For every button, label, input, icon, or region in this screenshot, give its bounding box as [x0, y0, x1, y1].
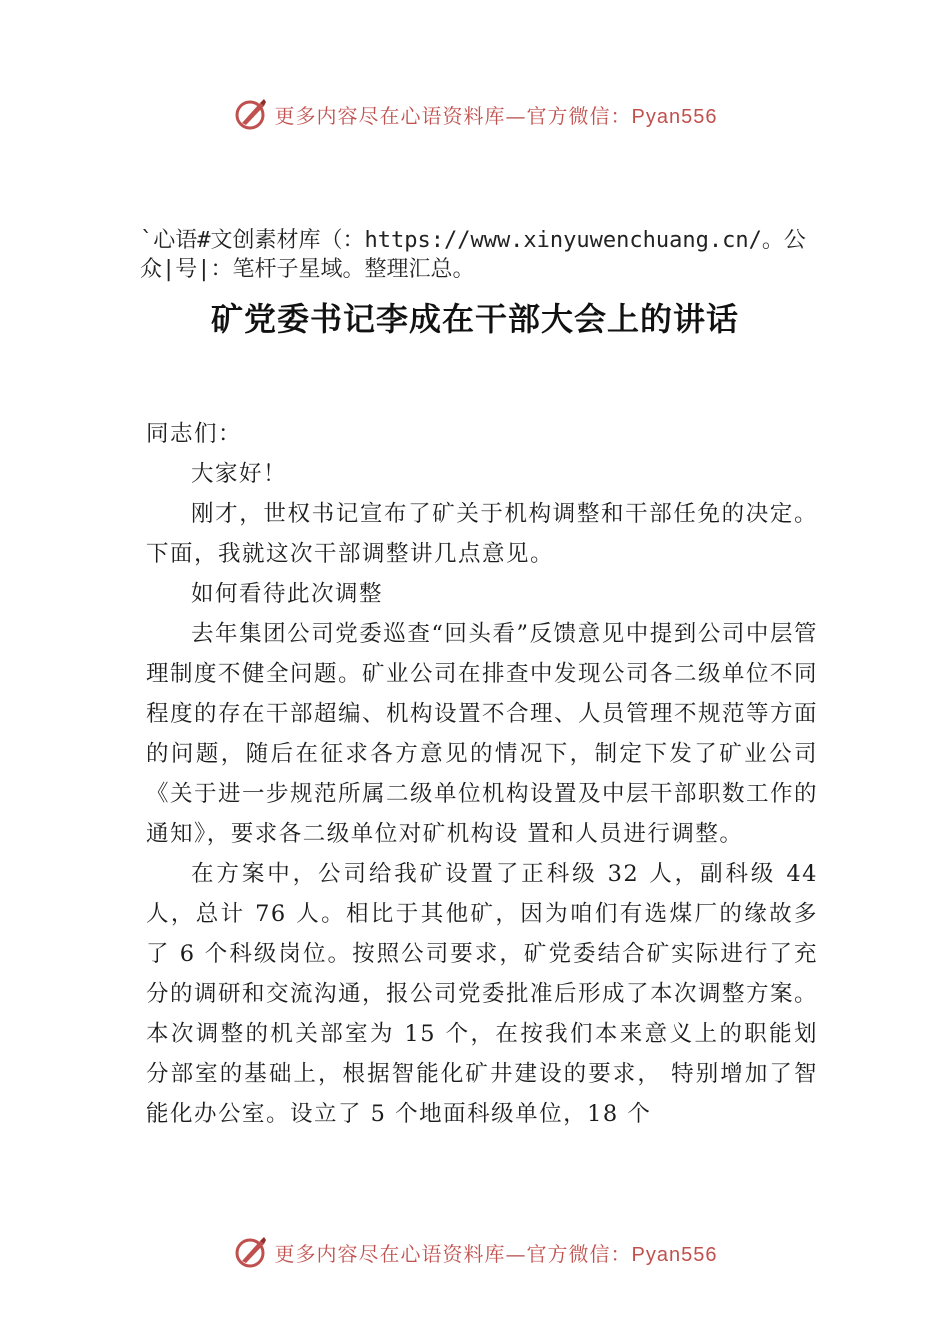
section-heading-1: 如何看待此次调整: [191, 581, 384, 607]
watermark-wechat-label: 官方微信：: [526, 103, 632, 128]
document-title: 矿党委书记李成在干部大会上的讲话: [210, 300, 739, 338]
watermark-separator: —: [505, 103, 527, 128]
greeting: 大家好！: [191, 461, 288, 487]
watermark-slogan: 更多内容尽在心语资料库: [274, 103, 506, 128]
source-note: `心语#文创素材库（：https://www.xinyuwenchuang.cn/。公众|号|：笔杆子星域。整理汇总。: [140, 228, 806, 282]
watermark-text: [275, 100, 718, 129]
watermark-separator: —: [505, 1241, 527, 1266]
watermark-text: [275, 1238, 718, 1267]
paragraph-3: 在方案中，公司给我矿设置了正科级 32 人，副科级 44 人，总计 76 人。相比于其他矿，因为咱们有选煤厂的缘故多了 6 个科级岗位。按照公司要求，矿党委结合矿实际进行了充分的调研和交流沟通，报公司党委批准后形成了本次调整方案。本次调整的机关部室为 15 个，在按我们本来意义上的职能划分部室的基础上，根据智能化矿井建设的要求， 特别增加了智能化办公室。设立了 5 个地面科级单位，18 个: [146, 861, 819, 1127]
watermark-wechat-id: Pyan556: [631, 105, 718, 128]
document-body: [146, 414, 818, 1134]
brush-logo-icon: [233, 96, 269, 132]
watermark-wechat-id: Pyan556: [631, 1243, 718, 1266]
watermark-wechat-label: 官方微信：: [526, 1241, 632, 1266]
brush-logo-icon: [233, 1234, 269, 1270]
paragraph-1: 刚才，世权书记宣布了矿关于机构调整和干部任免的决定。下面，我就这次干部调整讲几点意见。: [146, 501, 818, 567]
paragraph-2: 去年集团公司党委巡查“回头看”反馈意见中提到公司中层管理制度不健全问题。矿业公司在排查中发现公司各二级单位不同程度的存在干部超编、机构设置不合理、人员管理不规范等方面的问题，随后在征求各方意见的情况下，制定下发了矿业公司《关于进一步规范所属二级单位机构设置及中层干部职数工作的通知》，要求各二级单位对矿机构设 置和人员进行调整。: [146, 621, 819, 847]
footer-watermark: [0, 1232, 950, 1272]
watermark-slogan: 更多内容尽在心语资料库: [274, 1241, 506, 1266]
salutation: 同志们：: [146, 421, 243, 447]
header-watermark: [0, 94, 950, 134]
